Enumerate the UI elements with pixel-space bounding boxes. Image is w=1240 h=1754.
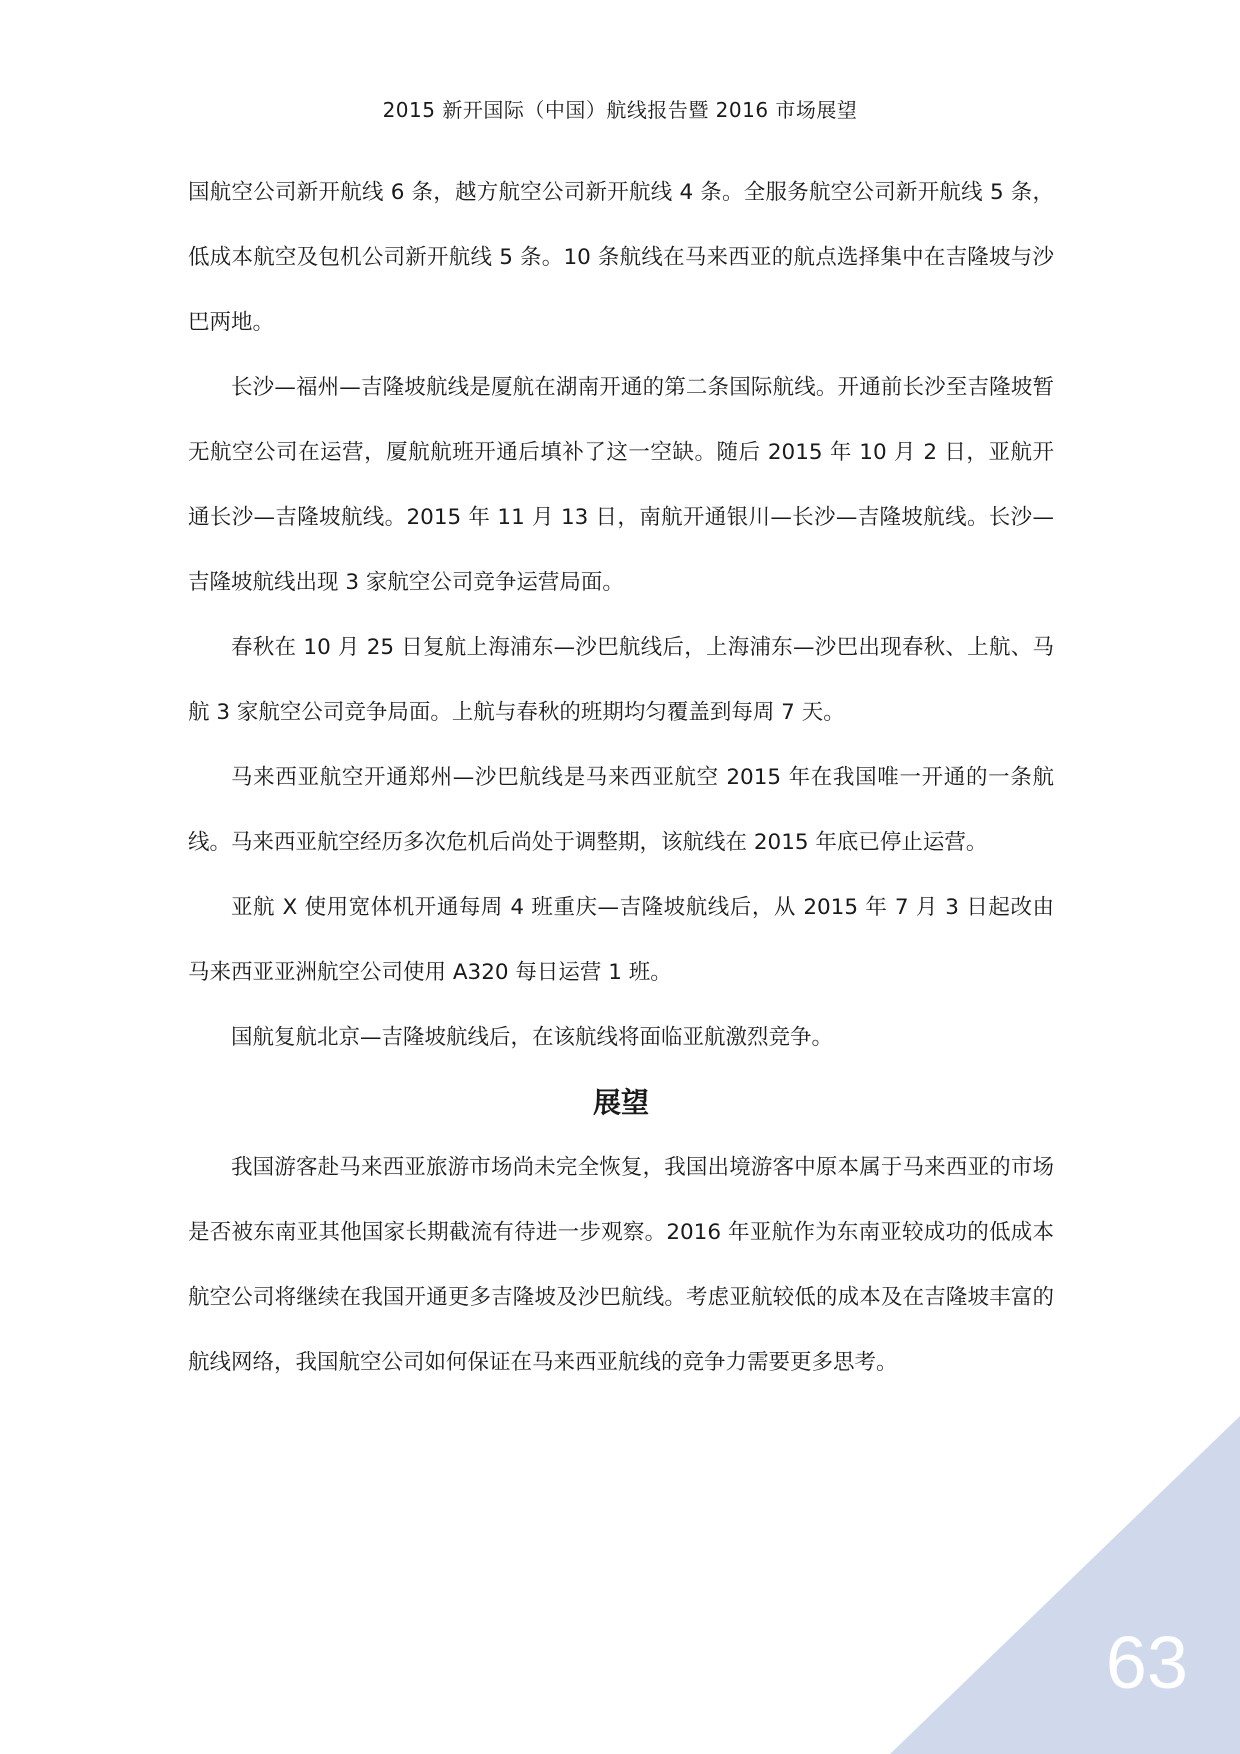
running-header: 2015 新开国际（中国）航线报告暨 2016 市场展望 — [382, 98, 858, 122]
paragraph-changsha-route: 长沙—福州—吉隆坡航线是厦航在湖南开通的第二条国际航线。开通前长沙至吉隆坡暂无航空公司在运营，厦航航班开通后填补了这一空缺。随后 2015 年 10 月 2 日，亚航开通长沙—吉隆坡航线。2015 年 11 月 13 日，南航开通银川—长沙—吉隆坡航线。长沙—吉隆坡航线出现 3 家航空公司竞争运营局面。 — [188, 375, 1054, 595]
section-heading-outlook: 展望 — [592, 1086, 649, 1119]
paragraph-malaysia-airlines: 马来西亚航空开通郑州—沙巴航线是马来西亚航空 2015 年在我国唯一开通的一条航线。马来西亚航空经历多次危机后尚处于调整期，该航线在 2015 年底已停止运营。 — [188, 765, 1054, 855]
paragraph-outlook: 我国游客赴马来西亚旅游市场尚未完全恢复，我国出境游客中原本属于马来西亚的市场是否被东南亚其他国家长期截流有待进一步观察。2016 年亚航作为东南亚较成功的低成本航空公司将继续在我国开通更多吉隆坡及沙巴航线。考虑亚航较低的成本及在吉隆坡丰富的航线网络，我国航空公司如何保证在马来西亚航线的竞争力需要更多思考。 — [188, 1155, 1054, 1375]
document-body — [188, 160, 1054, 1395]
paragraph-airasia-x: 亚航 X 使用宽体机开通每周 4 班重庆—吉隆坡航线后，从 2015 年 7 月 3 日起改由马来西亚亚洲航空公司使用 A320 每日运营 1 班。 — [188, 895, 1054, 985]
paragraph-continuation: 国航空公司新开航线 6 条，越方航空公司新开航线 4 条。全服务航空公司新开航线 5 条，低成本航空及包机公司新开航线 5 条。10 条航线在马来西亚的航点选择集中在吉隆坡与沙巴两地。 — [188, 180, 1054, 335]
paragraph-air-china: 国航复航北京—吉隆坡航线后，在该航线将面临亚航激烈竞争。 — [231, 1025, 834, 1050]
page-number: 63 — [1105, 1621, 1188, 1704]
paragraph-spring-airlines: 春秋在 10 月 25 日复航上海浦东—沙巴航线后，上海浦东—沙巴出现春秋、上航、马航 3 家航空公司竞争局面。上航与春秋的班期均匀覆盖到每周 7 天。 — [188, 635, 1054, 725]
